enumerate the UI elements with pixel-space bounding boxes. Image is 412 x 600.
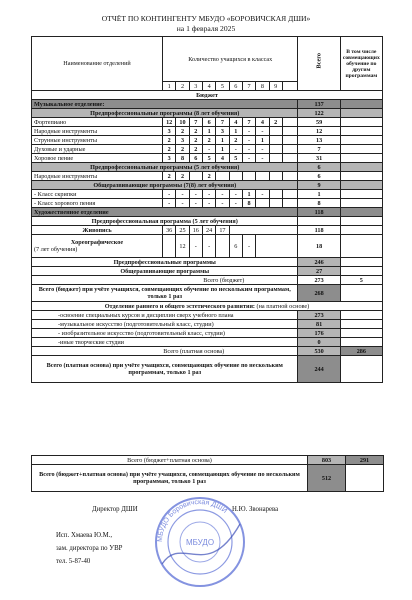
table-row: [32, 320, 383, 329]
row-class-value: 1: [216, 145, 229, 154]
painting-val: 24: [202, 226, 215, 235]
class-number: 4: [202, 82, 215, 91]
row-class-value: [256, 199, 269, 208]
grand-once-value: 512: [308, 465, 346, 492]
row-class-value: -: [256, 145, 269, 154]
class-number: 9: [269, 82, 282, 91]
header-name-cell: Наименование отделений: [32, 37, 163, 91]
table-row: [32, 338, 383, 347]
row-name: - Класс скрипки: [32, 190, 163, 199]
report-title: ОТЧЁТ ПО КОНТИНГЕНТУ МБУДО «БОРОВИЧСКАЯ ДШИ»: [101, 14, 311, 23]
row-blank: [282, 136, 298, 145]
budget-total-extra: 5: [340, 276, 382, 285]
row-total: 59: [298, 118, 340, 127]
row-name: - изобразительное искусство (подготовительный класс, студии): [32, 329, 298, 338]
row-extra: [340, 338, 382, 347]
row-total: 273: [298, 311, 340, 320]
general-total-label: Общеразвивающие программы: [32, 267, 298, 276]
row-class-value: -: [256, 190, 269, 199]
row-name: Хоровое пение: [32, 154, 163, 163]
early-dept-label: Отделение раннего и общего эстетического развития:: [104, 302, 255, 310]
row-class-value: 2: [202, 172, 215, 181]
painting-total: 118: [298, 226, 340, 235]
budget-total-label: Всего (бюджет): [32, 276, 298, 285]
executor: Исп. Хмаева Ю.М.,: [56, 532, 113, 539]
row-class-value: 10: [176, 118, 189, 127]
row-name: Струнные инструменты: [32, 136, 163, 145]
row-class-value: 4: [216, 154, 229, 163]
school-stamp: [152, 494, 248, 590]
grand-total-value: 803: [308, 456, 346, 465]
row-total: 6: [298, 172, 340, 181]
row-extra: [340, 199, 382, 208]
class-number: 6: [229, 82, 242, 91]
paid-rows-group: [32, 311, 383, 347]
row-class-value: 1: [216, 136, 229, 145]
row-class-value: -: [242, 145, 255, 154]
row-total: 12: [298, 127, 340, 136]
row-class-value: 2: [176, 145, 189, 154]
row-class-value: 12: [163, 118, 176, 127]
row-name: -освоение специальных курсов и дисциплин сверх учебного плана: [32, 311, 298, 320]
row-class-value: -: [202, 145, 215, 154]
row-class-value: -: [202, 199, 215, 208]
row-class-value: 5: [229, 154, 242, 163]
row-name: Фортепиано: [32, 118, 163, 127]
row-class-value: 7: [216, 118, 229, 127]
music-dept-label: Музыкальное отделение:: [32, 100, 298, 109]
row-class-value: 2: [163, 172, 176, 181]
row-class-value: -: [242, 136, 255, 145]
row-class-value: 1: [229, 127, 242, 136]
painting-val: 17: [216, 226, 229, 235]
row-class-value: 5: [202, 154, 215, 163]
row-total: 0: [298, 338, 340, 347]
header-extra-cell: В том числе совмещающих обучение по другим программам: [340, 37, 382, 91]
music-dept-total: 137: [298, 100, 340, 109]
budget-once-label: Всего (бюджет) при учёте учащихся, совмещающих обучение по нескольким программам, только 1 раз: [32, 285, 298, 302]
row-class-value: -: [163, 190, 176, 199]
row-class-value: 8: [176, 154, 189, 163]
row-blank: [282, 154, 298, 163]
preprof8-total: 122: [298, 109, 340, 118]
row-class-value: 1: [256, 136, 269, 145]
table-row: [32, 145, 383, 154]
preprof-total-label: Предпрофессиональные программы: [32, 258, 298, 267]
row-total: 81: [298, 320, 340, 329]
table-row: [32, 127, 383, 136]
row-class-value: [269, 172, 282, 181]
row-class-value: 3: [163, 154, 176, 163]
header-total-cell: [298, 37, 340, 91]
preprof5-total: 6: [298, 163, 340, 172]
preprof8-label: Предпрофессиональные программы (8 лет обучения): [32, 109, 298, 118]
budget-total-value: 273: [298, 276, 340, 285]
executor-phone: тел. 5-87-40: [56, 558, 91, 565]
general-label: Общеразвивающие программы (7(8) лет обучения): [32, 181, 298, 190]
row-name: - Класс хорового пения: [32, 199, 163, 208]
row-class-value: 2: [176, 172, 189, 181]
table-row: [32, 136, 383, 145]
budget-once-value: 268: [298, 285, 340, 302]
row-class-value: [242, 172, 255, 181]
row-class-value: 3: [163, 127, 176, 136]
row-class-value: 2: [269, 118, 282, 127]
row-class-value: -: [202, 190, 215, 199]
early-dept-row: [32, 302, 383, 311]
general-total: 9: [298, 181, 340, 190]
choreo-val: -: [189, 235, 202, 258]
choreo-val: 6: [229, 235, 242, 258]
row-total: 1: [298, 190, 340, 199]
row-blank: [282, 172, 298, 181]
row-class-value: [269, 199, 282, 208]
table-row: [32, 172, 383, 181]
stamp-center-text: МБУДО: [185, 538, 215, 547]
grand-total-label: Всего (бюджет+платная основа): [32, 456, 308, 465]
paid-total-value: 530: [298, 347, 340, 356]
row-total: 7: [298, 145, 340, 154]
table-row: [32, 311, 383, 320]
row-extra: [340, 154, 382, 163]
row-class-value: -: [216, 190, 229, 199]
row-class-value: 2: [163, 145, 176, 154]
row-class-value: 1: [202, 127, 215, 136]
table-row: [32, 199, 383, 208]
paid-once-value: 244: [298, 356, 340, 383]
rows-gen-group: [32, 190, 383, 208]
class-number: 3: [189, 82, 202, 91]
row-name: Духовые и ударные: [32, 145, 163, 154]
class-number-blank: [282, 82, 298, 91]
row-class-value: 6: [189, 154, 202, 163]
row-class-value: 4: [256, 118, 269, 127]
row-class-value: [269, 127, 282, 136]
choreo-cell: [32, 235, 163, 258]
painting-name: Живопись: [32, 226, 163, 235]
table-row: [32, 190, 383, 199]
early-dept-note: (на платной основе): [256, 302, 310, 310]
row-name: -иные творческие студии: [32, 338, 298, 347]
row-name: -музыкальное искусство (подготовительный класс, студии): [32, 320, 298, 329]
row-class-value: 4: [229, 118, 242, 127]
row-total: 176: [298, 329, 340, 338]
choreo-val: 12: [176, 235, 189, 258]
row-blank: [282, 190, 298, 199]
grand-total-table: [31, 455, 384, 492]
executor-position: зам. директора по УВР: [56, 545, 123, 552]
class-number: 8: [256, 82, 269, 91]
grand-once-label: Всего (бюджет+платная основа) при учёте учащихся, совмещающих обучение по нескольким программам, только 1 раз: [32, 465, 308, 492]
row-total: 31: [298, 154, 340, 163]
preprof5-label: Предпрофессиональные программы (5 лет обучения): [32, 163, 298, 172]
preprof-art-label: Предпрофессиональная программа (5 лет обучения): [32, 217, 298, 226]
row-class-value: -: [176, 199, 189, 208]
class-number: 5: [216, 82, 229, 91]
row-class-value: 3: [176, 136, 189, 145]
preprof-total-value: 246: [298, 258, 340, 267]
budget-heading: Бюджет: [32, 91, 383, 100]
row-class-value: -: [189, 199, 202, 208]
row-class-value: 2: [189, 127, 202, 136]
row-class-value: [189, 172, 202, 181]
row-class-value: [269, 154, 282, 163]
row-class-value: -: [163, 199, 176, 208]
row-class-value: 3: [216, 127, 229, 136]
row-class-value: 2: [189, 136, 202, 145]
art-dept-label: Художественное отделение: [32, 208, 298, 217]
row-class-value: [269, 136, 282, 145]
class-number: 7: [242, 82, 255, 91]
painting-val: 36: [163, 226, 176, 235]
director-name: Н.Ю. Звонарева: [232, 506, 279, 513]
director-label: Директор ДШИ: [92, 506, 138, 513]
class-number: 2: [176, 82, 189, 91]
row-name: Народные инструменты: [32, 172, 163, 181]
row-blank: [282, 118, 298, 127]
row-class-value: -: [242, 154, 255, 163]
row-class-value: [269, 145, 282, 154]
grand-total-extra: 291: [346, 456, 384, 465]
row-class-value: 2: [176, 127, 189, 136]
row-name: Народные инструменты: [32, 127, 163, 136]
table-row: [32, 154, 383, 163]
row-class-value: -: [256, 127, 269, 136]
row-class-value: -: [216, 199, 229, 208]
row-blank: [282, 145, 298, 154]
choreo-sub: (7 лет обучения): [34, 246, 78, 253]
row-class-value: 1: [242, 190, 255, 199]
row-class-value: -: [176, 190, 189, 199]
row-class-value: [216, 172, 229, 181]
painting-val: 25: [176, 226, 189, 235]
row-extra: [340, 136, 382, 145]
svg-text:МБУДО Боровичская ДШИ: [157, 499, 228, 542]
row-class-value: -: [256, 154, 269, 163]
paid-total-label: Всего (платная основа): [32, 347, 298, 356]
row-extra: [340, 190, 382, 199]
row-class-value: -: [242, 127, 255, 136]
art-dept-total: 118: [298, 208, 340, 217]
row-class-value: 2: [189, 145, 202, 154]
row-extra: [340, 118, 382, 127]
choreo-total: 18: [298, 235, 340, 258]
painting-val: 16: [189, 226, 202, 235]
choreo-val: -: [242, 235, 255, 258]
row-class-value: -: [229, 145, 242, 154]
general-total-value: 27: [298, 267, 340, 276]
row-class-value: [229, 172, 242, 181]
row-class-value: -: [229, 190, 242, 199]
row-blank: [282, 127, 298, 136]
row-class-value: -: [229, 199, 242, 208]
row-class-value: 2: [202, 136, 215, 145]
row-extra: [340, 145, 382, 154]
row-extra: [340, 320, 382, 329]
header-total-label: Всего: [315, 53, 323, 69]
paid-total-extra: 286: [340, 347, 382, 356]
row-total: 8: [298, 199, 340, 208]
row-class-value: 7: [189, 118, 202, 127]
row-class-value: 6: [202, 118, 215, 127]
paid-once-label: Всего (платная основа) при учёте учащихся, совмещающих обучение по нескольким программам, только 1 раз: [32, 356, 298, 383]
row-extra: [340, 172, 382, 181]
row-extra: [340, 311, 382, 320]
row-class-value: -: [189, 190, 202, 199]
class-number: 1: [163, 82, 176, 91]
table-row: [32, 118, 383, 127]
row-class-value: [269, 190, 282, 199]
row-class-value: 8: [242, 199, 255, 208]
report-date: на 1 февраля 2025: [176, 24, 236, 33]
choreo-val: -: [202, 235, 215, 258]
row-blank: [282, 199, 298, 208]
row-class-value: 7: [242, 118, 255, 127]
stamp-ring-text: МБУДО Боровичская ДШИ: [156, 498, 229, 543]
rows8-group: [32, 118, 383, 163]
rows5-group: [32, 172, 383, 181]
row-extra: [340, 329, 382, 338]
header-classes-cell: Количество учащихся в классах: [163, 37, 298, 82]
row-total: 13: [298, 136, 340, 145]
choreo-name: Хореографическое: [70, 239, 124, 246]
table-row: [32, 329, 383, 338]
row-class-value: [256, 172, 269, 181]
row-class-value: 2: [229, 136, 242, 145]
row-class-value: 2: [163, 136, 176, 145]
contingent-table: [31, 36, 383, 383]
row-extra: [340, 127, 382, 136]
